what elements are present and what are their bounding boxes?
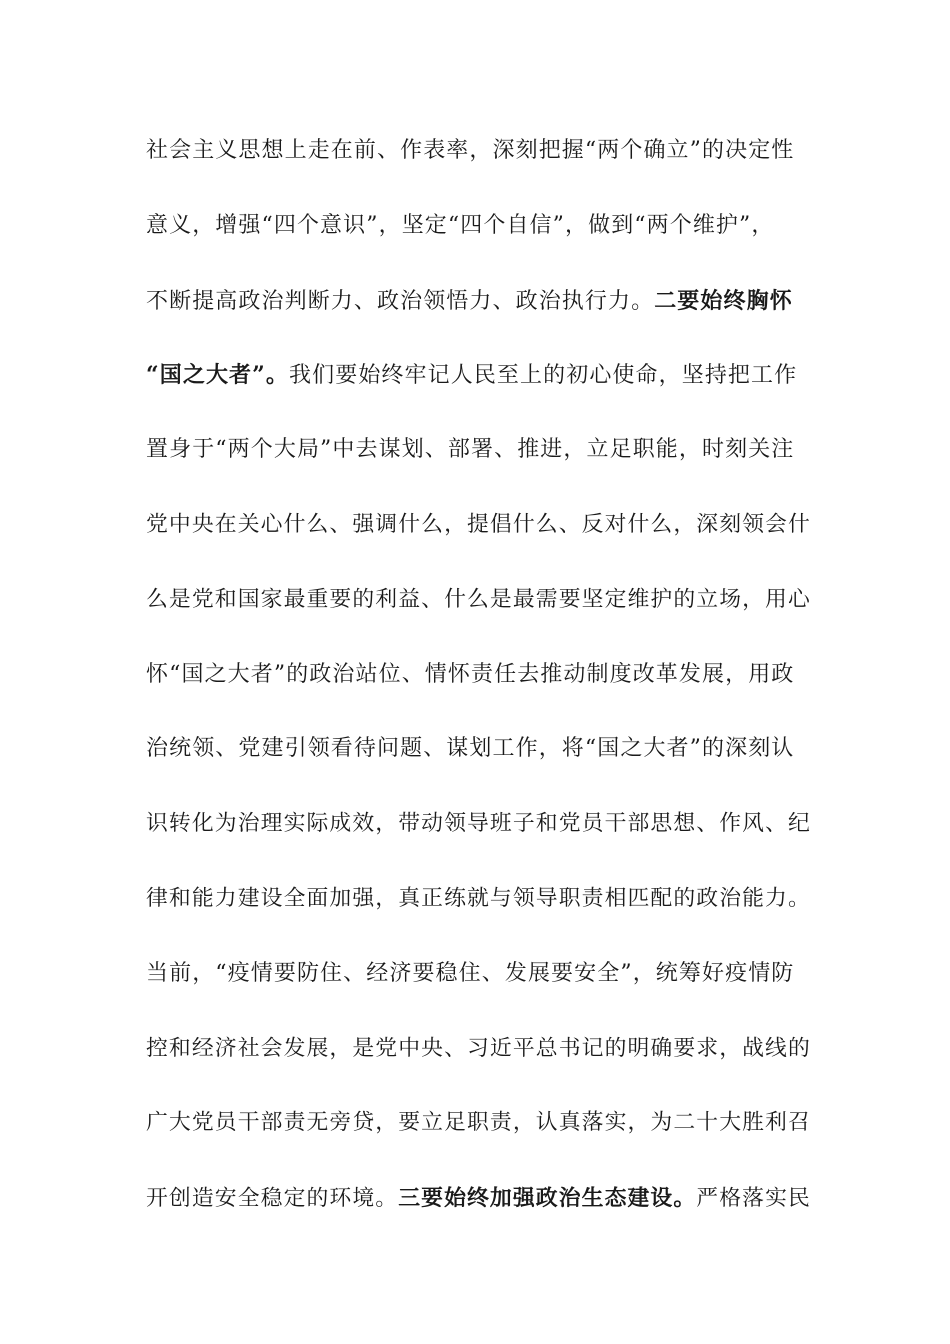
text-line — [146, 281, 811, 321]
text-line — [146, 355, 811, 395]
text-line — [146, 430, 811, 470]
text-segment: 怀“国之大者”的政治站位、情怀责任去推动制度改革发展，用政 — [146, 662, 795, 687]
text-segment: 我们要始终牢记人民至上的初心使命，坚持把工作 — [289, 363, 798, 388]
text-segment: 当前，“疫情要防住、经济要稳住、发展要安全”，统筹好疫情防 — [146, 961, 795, 986]
bold-text-segment: 二要始终胸怀 — [654, 288, 793, 314]
text-line — [146, 206, 811, 246]
text-line — [146, 505, 811, 545]
text-line — [146, 804, 811, 844]
text-segment: 党中央在关心什么、强调什么，提倡什么、反对什么，深刻领会什 — [146, 512, 811, 537]
text-line — [146, 655, 811, 695]
text-segment: 识转化为治理实际成效，带动领导班子和党员干部思想、作风、纪 — [146, 811, 811, 836]
text-segment: 开创造安全稳定的环境。 — [146, 1186, 399, 1211]
text-segment: 严格落实民 — [696, 1186, 811, 1211]
text-segment: 么是党和国家最重要的利益、什么是最需要坚定维护的立场，用心 — [146, 587, 811, 612]
text-segment: 控和经济社会发展，是党中央、习近平总书记的明确要求，战线的 — [146, 1036, 811, 1061]
text-line — [146, 580, 811, 620]
text-segment: 广大党员干部责无旁贷，要立足职责，认真落实，为二十大胜利召 — [146, 1110, 811, 1135]
text-line — [146, 1178, 811, 1218]
text-line — [146, 954, 811, 994]
bold-text-segment: “国之大者”。 — [146, 362, 290, 388]
text-segment: 治统领、党建引领看待问题、谋划工作，将“国之大者”的深刻认 — [146, 736, 795, 761]
text-line — [146, 1029, 811, 1069]
bold-text-segment: 三要始终加强政治生态建设。 — [398, 1185, 697, 1211]
text-segment: 置身于“两个大局”中去谋划、部署、推进，立足职能，时刻关注 — [146, 437, 795, 462]
text-segment: 社会主义思想上走在前、作表率，深刻把握“两个确立”的决定性 — [146, 138, 795, 163]
text-segment: 意义，增强“四个意识”，坚定“四个自信”，做到“两个维护”， — [146, 213, 775, 238]
text-segment: 不断提高政治判断力、政治领悟力、政治执行力。 — [146, 289, 655, 314]
text-line — [146, 131, 811, 171]
text-line — [146, 729, 811, 769]
text-segment: 律和能力建设全面加强，真正练就与领导职责相匹配的政治能力。 — [146, 886, 811, 911]
text-line — [146, 879, 811, 919]
text-line — [146, 1103, 811, 1143]
